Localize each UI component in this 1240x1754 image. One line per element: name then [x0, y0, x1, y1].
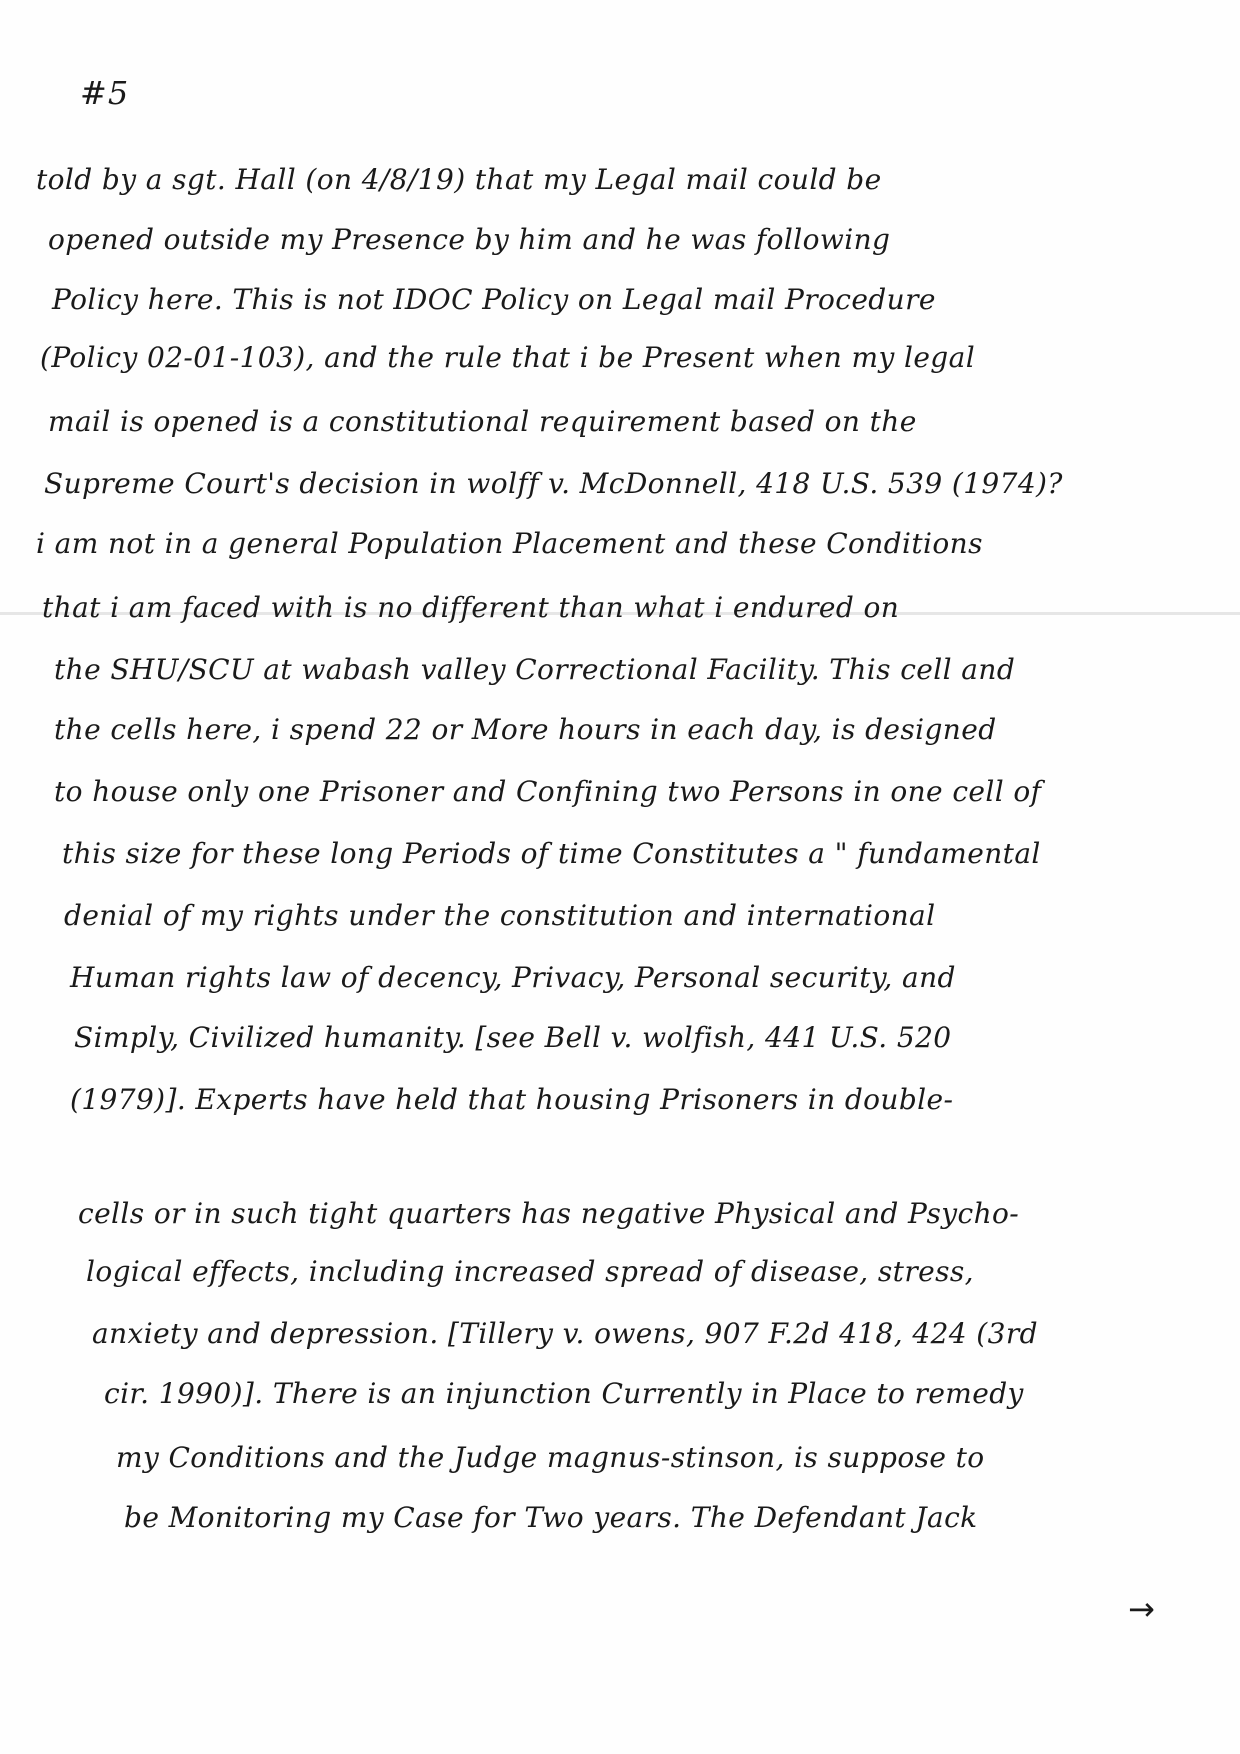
text-line: (1979)]. Experts have held that housing Prisoners in double- — [70, 1083, 954, 1116]
text-line: the cells here, i spend 22 or More hours in each day, is designed — [54, 713, 997, 746]
text-line: Human rights law of decency, Privacy, Personal security, and — [70, 961, 956, 994]
text-line: opened outside my Presence by him and he was following — [48, 223, 891, 256]
text-line: logical effects, including increased spread of disease, stress, — [86, 1255, 974, 1288]
text-line: this size for these long Periods of time Constitutes a " fundamental — [62, 837, 1041, 870]
text-line: Supreme Court's decision in wolff v. McDonnell, 418 U.S. 539 (1974)? — [44, 467, 1063, 500]
text-line: anxiety and depression. [Tillery v. owens, 907 F.2d 418, 424 (3rd — [92, 1317, 1038, 1350]
text-line: denial of my rights under the constitution and international — [64, 899, 936, 932]
page-number: #5 — [80, 74, 130, 112]
text-line: (Policy 02-01-103), and the rule that i be Present when my legal — [40, 341, 976, 374]
text-line: to house only one Prisoner and Confining two Persons in one cell of — [54, 775, 1042, 808]
text-line: Simply, Civilized humanity. [see Bell v. wolfish, 441 U.S. 520 — [74, 1021, 952, 1054]
text-line: mail is opened is a constitutional requirement based on the — [48, 405, 917, 438]
text-line: be Monitoring my Case for Two years. The Defendant Jack — [124, 1501, 978, 1534]
text-line: that i am faced with is no different than what i endured on — [42, 591, 900, 624]
text-line: cells or in such tight quarters has negative Physical and Psycho- — [78, 1197, 1020, 1230]
text-line: the SHU/SCU at wabash valley Correctional Facility. This cell and — [54, 653, 1016, 686]
text-line: i am not in a general Population Placement and these Conditions — [36, 527, 983, 560]
continue-arrow-icon: → — [1128, 1590, 1155, 1628]
text-line: cir. 1990)]. There is an injunction Currently in Place to remedy — [104, 1377, 1024, 1410]
text-line: told by a sgt. Hall (on 4/8/19) that my Legal mail could be — [36, 163, 882, 196]
text-line: my Conditions and the Judge magnus-stinson, is suppose to — [116, 1441, 985, 1474]
text-line: Policy here. This is not IDOC Policy on Legal mail Procedure — [52, 283, 936, 316]
